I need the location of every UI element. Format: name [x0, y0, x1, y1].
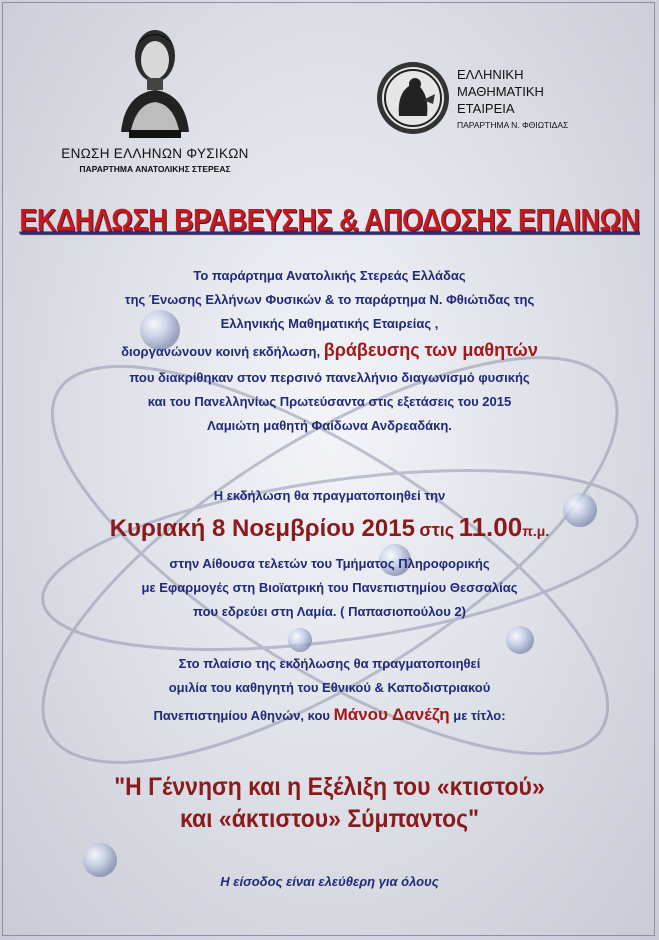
intro-paragraph [0, 264, 659, 438]
bust-icon [115, 22, 195, 142]
lecture-paragraph [0, 652, 659, 731]
coin-emblem-icon [375, 60, 451, 136]
event-date: Κυριακή 8 Νοεμβρίου 2015 [109, 515, 415, 542]
intro-line-prefix: διοργανώνουν κοινή εκδήλωση, [121, 344, 321, 359]
intro-line [0, 336, 659, 366]
lecture-title-line: "Η Γέννηση και η Εξέλιξη του «κτιστού» [114, 771, 545, 801]
lecture-line: Στο πλαίσιο της εκδήλωσης θα πραγματοποιηθεί [178, 656, 481, 671]
event-title: ΕΚΔΗΛΩΣΗ ΒΡΑΒΕΥΣΗΣ & ΑΠΟΔΟΣΗΣ ΕΠΑΙΝΩΝ [19, 202, 640, 238]
lecture-title-line: και «άκτιστου» Σύμπαντος" [179, 803, 480, 833]
footer-note [0, 874, 659, 889]
event-lead-text: Η εκδήλωση θα πραγματοποιηθεί την [213, 488, 446, 503]
event-at: στις [419, 520, 455, 540]
event-ampm: π.μ. [522, 523, 550, 539]
hms-line2: ΜΑΘΗΜΑΤΙΚΗ [457, 84, 544, 99]
event-time: 11.00 [458, 512, 523, 542]
lecture-prefix: Πανεπιστημίου Αθηνών, κου [153, 708, 330, 723]
intro-line: Ελληνικής Μαθηματικής Εταιρείας , [220, 316, 439, 331]
event-date-line [0, 512, 659, 543]
lecture-line: ομιλία του καθηγητή του Εθνικού & Καποδιστριακού [168, 680, 491, 695]
lecture-line [0, 700, 659, 731]
eef-logo [40, 22, 270, 174]
award-highlight: βράβευσης των μαθητών [323, 340, 538, 360]
venue-line: με Εφαρμογές στη Βιοϊατρική του Πανεπιστημίου Θεσσαλίας [141, 580, 518, 595]
venue-line: στην Αίθουσα τελετών του Τμήματος Πληροφορικής [169, 556, 490, 571]
lecture-title [0, 770, 659, 834]
venue-paragraph [0, 552, 659, 624]
intro-line: της Ένωσης Ελλήνων Φυσικών & το παράρτημα Ν. Φθιώτιδας της [124, 292, 535, 307]
free-entry-text: Η είσοδος είναι ελεύθερη για όλους [220, 874, 439, 889]
lecture-suffix: με τίτλο: [453, 708, 506, 723]
hms-line3: ΕΤΑΙΡΕΙΑ [457, 101, 515, 116]
intro-line: Το παράρτημα Ανατολικής Στερεάς Ελλάδας [193, 268, 466, 283]
venue-line: που εδρεύει στη Λαμία. ( Παπασιοπούλου 2) [193, 604, 466, 619]
intro-line: που διακρίθηκαν στον περσινό πανελλήνιο διαγωνισμό φυσικής [129, 370, 530, 385]
intro-line: Λαμιώτη μαθητή Φαίδωνα Ανδρεαδάκη. [207, 418, 452, 433]
hms-line1: ΕΛΛΗΝΙΚΗ [457, 67, 524, 82]
speaker-name: Μάνου Δανέζη [333, 705, 450, 724]
intro-line: και του Πανελληνίως Πρωτεύσαντα στις εξετάσεις του 2015 [147, 394, 512, 409]
event-lead [0, 484, 659, 508]
hms-branch: ΠΑΡΑΡΤΗΜΑ Ν. ΦΘΙΩΤΙΔΑΣ [457, 120, 569, 130]
eef-branch: ΠΑΡΑΡΤΗΜΑ ΑΝΑΤΟΛΙΚΗΣ ΣΤΕΡΕΑΣ [79, 164, 231, 174]
eef-org-name: ΕΝΩΣΗ ΕΛΛΗΝΩΝ ΦΥΣΙΚΩΝ [61, 146, 249, 161]
